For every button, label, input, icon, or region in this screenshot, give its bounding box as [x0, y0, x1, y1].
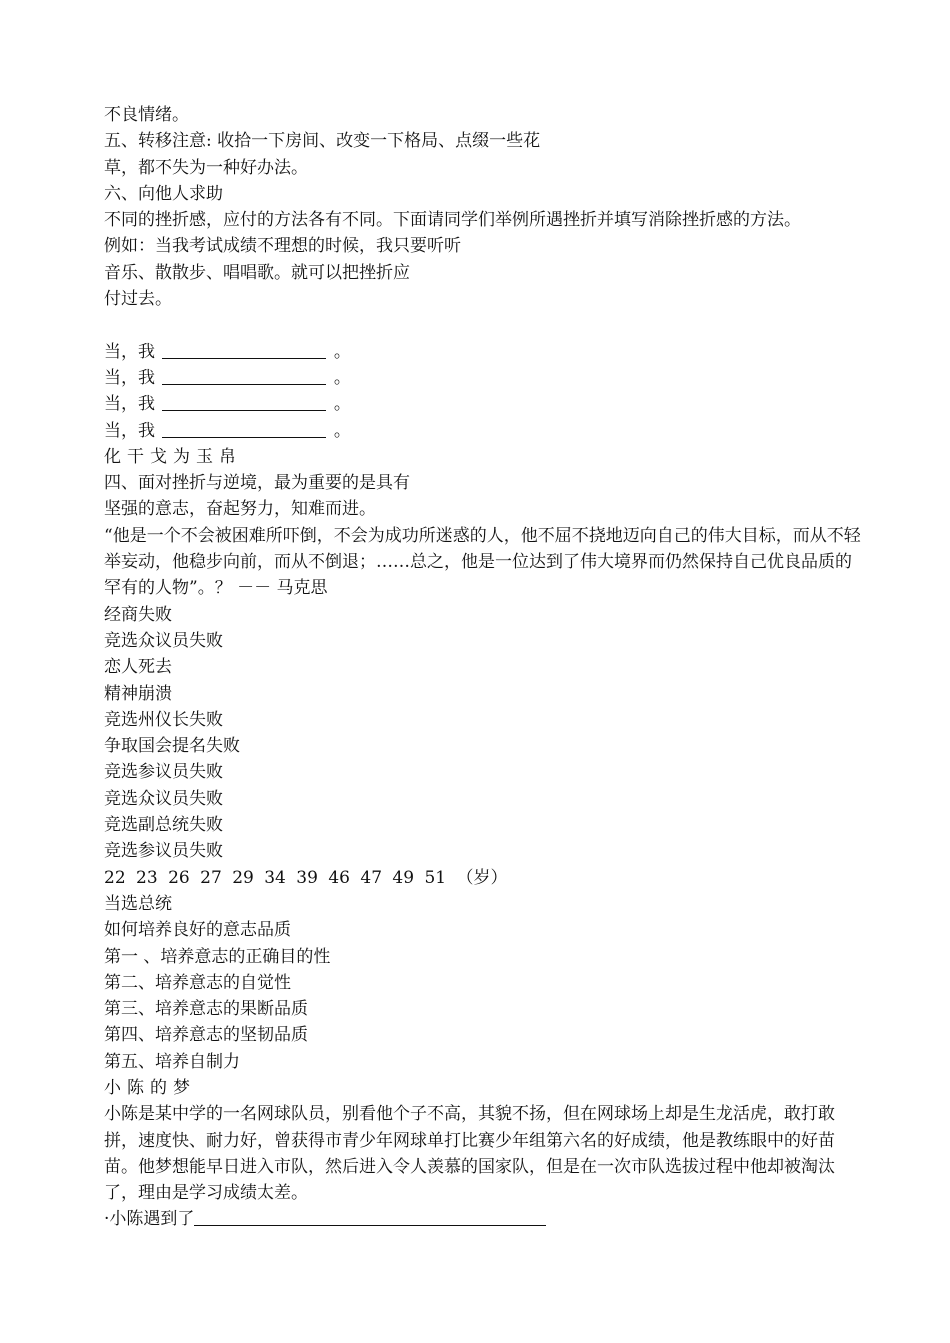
age-value: 46	[328, 867, 350, 888]
failure-item: 经商失败	[104, 604, 172, 625]
failure-item: 竞选州仪长失败	[104, 709, 223, 730]
section-line: 四、面对挫折与逆境，最为重要的是具有	[104, 473, 410, 494]
story-title: 小陈的梦	[104, 1077, 196, 1098]
section-title: 化干戈为玉帛	[104, 446, 242, 467]
age-value: 22	[104, 867, 126, 888]
quote-paragraph: “他是一个不会被困难所吓倒，不会为成功所迷惑的人，他不屈不挠地迈向自己的伟大目标，而从不轻举妄动，他稳步向前，而从不倒退；……总之，他是一位达到了伟大境界而仍然保持自己优良品质的罕有的人物”。？ －－ 马克思	[104, 525, 861, 599]
failure-item: 恋人死去	[104, 657, 172, 678]
fill-prefix: 当，我	[104, 420, 155, 441]
intro-line: 草，都不失为一种好办法。	[104, 157, 308, 178]
fill-prefix: 当，我	[104, 341, 155, 362]
fill-in-rows	[104, 339, 864, 444]
age-value: 29	[232, 867, 254, 888]
will-item: 第三、培养意志的果断品质	[104, 999, 308, 1020]
example-line: 音乐、散散步、唱唱歌。就可以把挫折应	[104, 262, 410, 283]
fill-in-row	[104, 391, 864, 417]
fill-suffix: 。	[333, 341, 351, 362]
fill-suffix: 。	[333, 367, 351, 388]
example-line: 例如：当我考试成绩不理想的时候，我只要听听	[104, 236, 461, 257]
example-line: 付过去。	[104, 289, 172, 310]
answer-blank[interactable]	[162, 419, 326, 438]
age-value: 47	[360, 867, 383, 888]
intro-heading: 六、向他人求助	[104, 183, 223, 204]
age-value: 27	[200, 867, 222, 888]
failure-item: 竞选参议员失败	[104, 762, 223, 783]
fill-prefix: 当，我	[104, 367, 155, 388]
will-list	[104, 944, 864, 1075]
will-item: 第一 、培养意志的正确目的性	[104, 946, 331, 967]
age-value: 49	[392, 867, 415, 888]
failure-item: 竞选副总统失败	[104, 815, 223, 836]
question-label: ·小陈遇到了	[104, 1209, 195, 1230]
ages-row	[104, 865, 864, 891]
failure-list	[104, 602, 864, 865]
age-value: 51	[424, 867, 447, 888]
intro-line: 五、转移注意: 收拾一下房间、改变一下格局、点缀一些花	[104, 131, 541, 152]
fill-in-row	[104, 365, 864, 391]
section-line: 坚强的意志，奋起努力，知难而进。	[104, 499, 376, 520]
age-value: 26	[168, 867, 190, 888]
failure-item: 精神崩溃	[104, 683, 172, 704]
story-paragraph: 小陈是某中学的一名网球队员，别看他个子不高，其貌不扬，但在网球场上却是生龙活虎，敢打敢拼，速度快、耐力好，曾获得市青少年网球单打比赛少年组第六名的好成绩，他是教练眼中的好苗苗。他梦想能早日进入市队，然后进入令人羡慕的国家队，但是在一次市队选拔过程中他却被淘汰了，理由是学习成绩太差。	[104, 1104, 835, 1204]
intro-line: 不良情绪。	[104, 105, 189, 125]
spacer	[104, 312, 864, 338]
failure-item: 竞选参议员失败	[104, 841, 223, 862]
will-title: 如何培养良好的意志品质	[104, 920, 291, 941]
failure-item: 竞选众议员失败	[104, 630, 223, 651]
age-value: 39	[296, 867, 318, 888]
age-value: 34	[264, 867, 286, 888]
document-page	[104, 102, 864, 1233]
will-item: 第四、培养意志的坚韧品质	[104, 1025, 308, 1046]
will-item: 第五、培养自制力	[104, 1051, 240, 1072]
fill-suffix: 。	[333, 394, 351, 415]
answer-blank[interactable]	[162, 366, 326, 385]
story-question	[104, 1206, 864, 1232]
instruction-line: 不同的挫折感，应付的方法各有不同。下面请同学们举例所遇挫折并填写消除挫折感的方法。	[104, 210, 801, 231]
age-value: 23	[136, 867, 158, 888]
failure-item: 争取国会提名失败	[104, 736, 240, 757]
fill-in-row	[104, 418, 864, 444]
fill-in-row	[104, 339, 864, 365]
will-item: 第二、培养意志的自觉性	[104, 972, 291, 993]
fill-suffix: 。	[333, 420, 351, 441]
fill-prefix: 当，我	[104, 394, 155, 415]
ages-unit: （岁）	[456, 867, 508, 888]
answer-blank[interactable]	[194, 1207, 546, 1226]
elected-line: 当选总统	[104, 893, 172, 914]
failure-item: 竞选众议员失败	[104, 788, 223, 809]
answer-blank[interactable]	[162, 392, 326, 411]
answer-blank[interactable]	[162, 340, 326, 359]
